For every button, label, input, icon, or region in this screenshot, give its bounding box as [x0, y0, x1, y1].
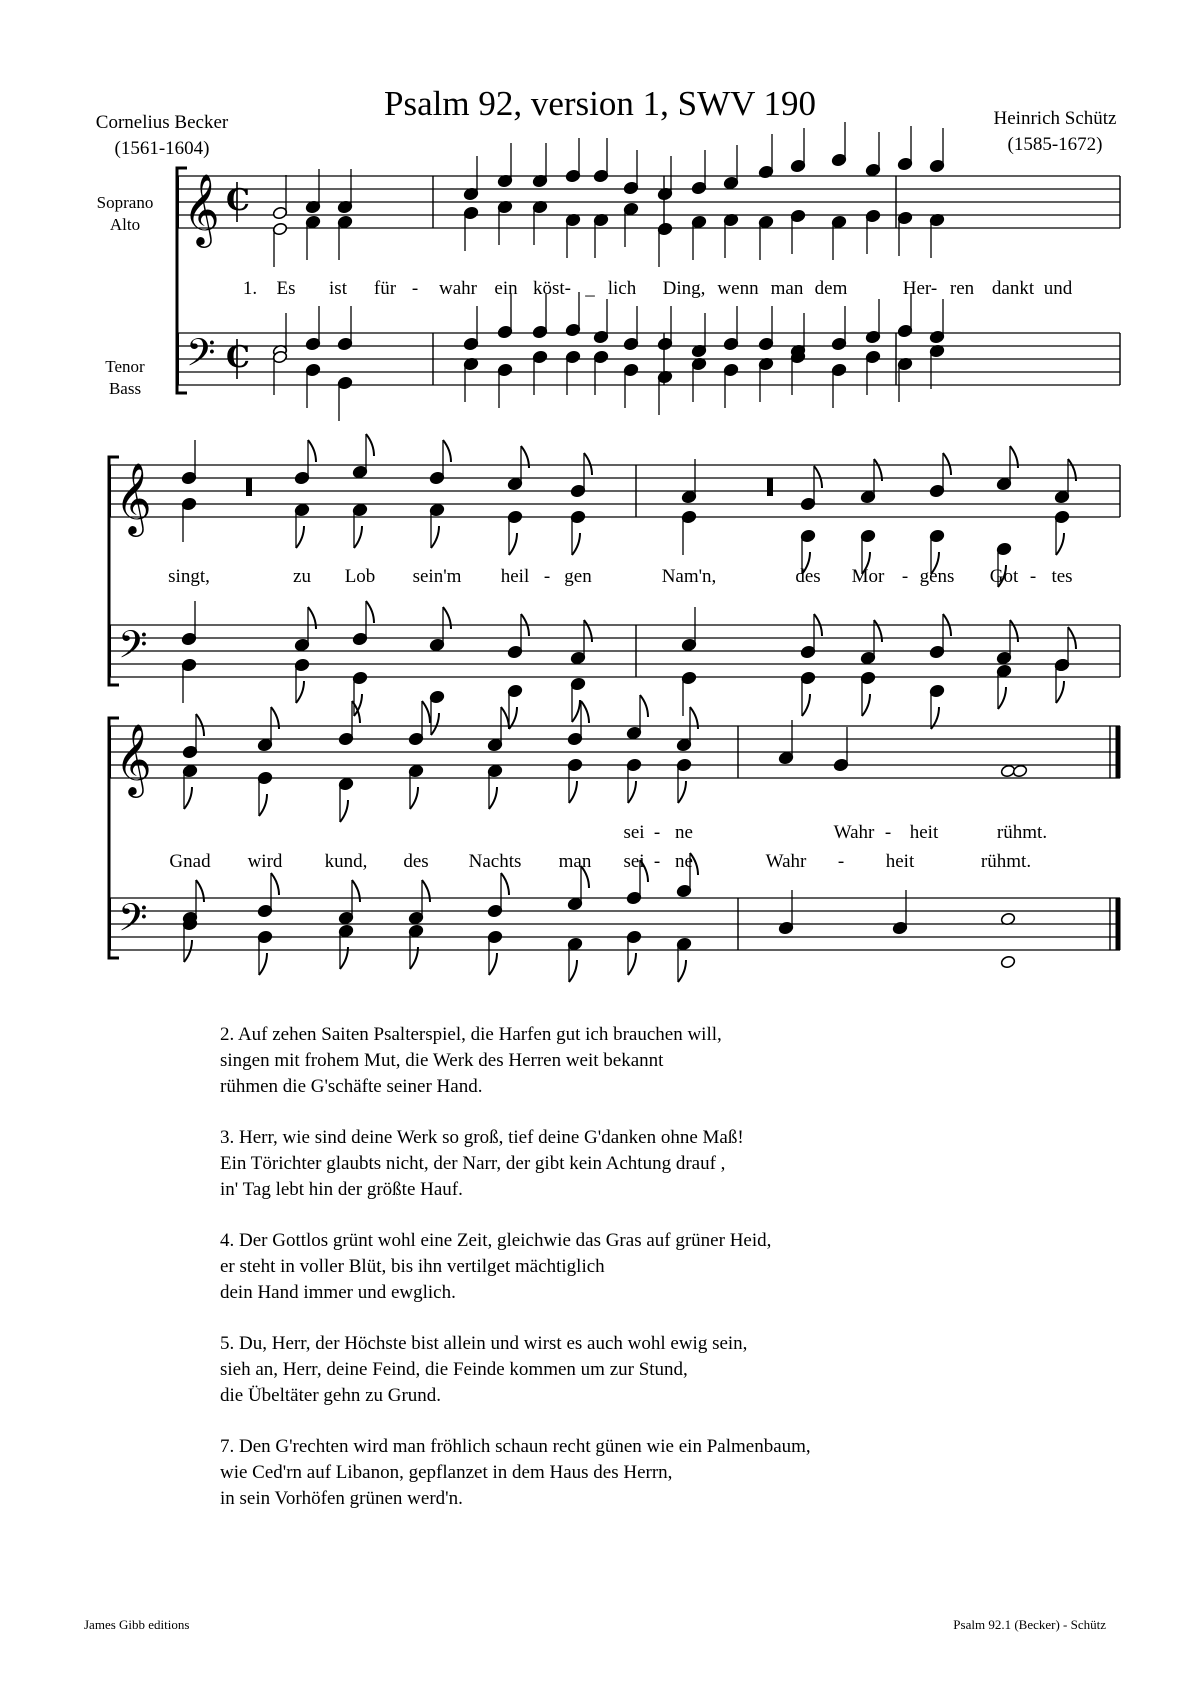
verse-line: dein Hand immer und ewglich. — [220, 1282, 456, 1303]
tenor-bass-label — [80, 356, 170, 400]
lyric-syllable: dankt — [991, 278, 1035, 299]
note-flag — [340, 800, 348, 822]
verse-line: 2. Auf zehen Saiten Psalterspiel, die Harfen gut ich brauchen will, — [220, 1024, 722, 1045]
lyric-syllable: gen — [564, 566, 592, 587]
poet-dates: (1561-1604) — [114, 138, 210, 159]
note-flag — [308, 607, 316, 629]
common-time-sig: C — [226, 340, 250, 375]
note-flag — [366, 601, 374, 623]
lyric-syllable: und — [1043, 278, 1073, 299]
verse-line: die Übeltäter gehn zu Grund. — [220, 1385, 442, 1406]
treble-clef: 𝄞 — [115, 461, 152, 534]
lyric-syllable: Es — [276, 278, 296, 299]
verse-line: 4. Der Gottlos grünt wohl eine Zeit, gleichwie das Gras auf grüner Heid, — [220, 1230, 772, 1251]
verse-3 — [220, 1125, 1120, 1203]
note-flag — [874, 620, 882, 642]
note-flag — [814, 466, 822, 488]
lyric-syllable: wenn — [717, 278, 759, 299]
verse-line: 5. Du, Herr, der Höchste bist allein und wirst es auch wohl ewig sein, — [220, 1333, 748, 1354]
lyric-hyphen: - — [411, 278, 419, 299]
lyric-syllable: Got — [989, 566, 1019, 587]
composer-name: Heinrich Schütz — [993, 108, 1117, 129]
note-flag — [943, 453, 951, 475]
further-verses — [220, 1022, 1120, 1537]
alto-note — [1012, 764, 1028, 778]
lyric-syllable: dem — [814, 278, 848, 299]
footer-publisher: James Gibb editions — [84, 1617, 190, 1632]
composer-credit — [955, 106, 1155, 158]
note-flag — [410, 787, 418, 809]
lyric-hyphen: - — [543, 566, 551, 587]
note-flag — [184, 940, 192, 962]
note-flag — [1056, 533, 1064, 555]
note-flag — [489, 787, 497, 809]
note-flag — [1010, 620, 1018, 642]
lyric-syllable: ein — [494, 278, 518, 299]
lyric-syllable: Ding, — [662, 278, 706, 299]
lyric-syllable: Mor — [851, 566, 885, 587]
verse-7 — [220, 1434, 1120, 1512]
lyric-hyphen: - — [653, 822, 661, 843]
verse-4 — [220, 1228, 1120, 1306]
bass-clef: 𝄢 — [186, 330, 216, 384]
lyric-syllable: lich — [607, 278, 637, 299]
note-flag — [296, 526, 304, 548]
lyric-syllable: man — [558, 851, 592, 872]
lyric-extender: _ — [585, 278, 595, 299]
soprano-alto-label — [80, 192, 170, 236]
lyric-syllable: singt, — [168, 566, 210, 587]
note-flag — [443, 607, 451, 629]
note-flag — [354, 526, 362, 548]
lyric-hyphen: - — [884, 822, 892, 843]
bass-clef: 𝄢 — [118, 895, 148, 949]
poet-credit — [62, 110, 262, 162]
lyric-syllable: ren — [949, 278, 975, 299]
lyric-syllable: sei — [623, 822, 645, 843]
lyric-syllable: Wahr — [833, 822, 875, 843]
note-flag — [572, 700, 580, 722]
note-flag — [998, 687, 1006, 709]
lyric-syllable: heil — [500, 566, 530, 587]
note-flag — [259, 953, 267, 975]
note-flag — [628, 781, 636, 803]
note-flag — [443, 440, 451, 462]
note-flag — [271, 873, 279, 895]
lyric-syllable: ne — [675, 851, 693, 872]
lyric-syllable: rühmt. — [980, 851, 1032, 872]
rest — [767, 478, 773, 496]
note-flag — [422, 880, 430, 902]
lyric-syllable: heit — [885, 851, 915, 872]
lyric-syllable: wird — [247, 851, 283, 872]
note-flag — [862, 694, 870, 716]
note-flag — [678, 960, 686, 982]
lyric-syllable: kund, — [324, 851, 368, 872]
alto-label: Alto — [109, 215, 141, 234]
verse-line: 7. Den G'rechten wird man fröhlich schaun recht günen wie ein Palmenbaum, — [220, 1436, 811, 1457]
poet-name: Cornelius Becker — [95, 112, 229, 133]
note-flag — [678, 781, 686, 803]
lyric-syllable: des — [795, 566, 821, 587]
note-flag — [584, 620, 592, 642]
note-flag — [352, 880, 360, 902]
note-flag — [196, 880, 204, 902]
verse-5 — [220, 1331, 1120, 1409]
bass-note — [1000, 955, 1016, 969]
bass-label: Bass — [108, 379, 142, 398]
lyric-syllable: Lob — [344, 566, 376, 587]
lyric-syllable: heit — [909, 822, 939, 843]
note-flag — [569, 960, 577, 982]
lyric-syllable: Nachts — [468, 851, 522, 872]
lyric-syllable: zu — [293, 566, 311, 587]
lyric-hyphen: - — [837, 851, 845, 872]
lyric-syllable: ist — [329, 278, 347, 299]
note-flag — [640, 695, 648, 717]
note-flag — [431, 713, 439, 735]
verse-line: singen mit frohem Mut, die Werk des Herren weit bekannt — [220, 1050, 664, 1071]
note-flag — [572, 533, 580, 555]
lyric-syllable: sein'm — [412, 566, 462, 587]
page-title: Psalm 92, version 1, SWV 190 — [384, 84, 816, 123]
note-flag — [802, 694, 810, 716]
lyric-hyphen: - — [1029, 566, 1037, 587]
note-flag — [489, 953, 497, 975]
verse-line: in' Tag lebt hin der größte Hauf. — [220, 1179, 463, 1200]
verse-line: rühmen die G'schäfte seiner Hand. — [220, 1076, 483, 1097]
treble-clef: 𝄞 — [115, 722, 152, 795]
note-flag — [1056, 681, 1064, 703]
lyric-syllable: man — [770, 278, 804, 299]
lyric-hyphen: - — [653, 851, 661, 872]
note-flag — [581, 701, 589, 723]
lyric-hyphen: - — [901, 566, 909, 587]
common-time-sig: C — [226, 183, 250, 218]
note-flag — [569, 781, 577, 803]
lyric-syllable: sei — [623, 851, 645, 872]
lyric-syllable: wahr — [439, 278, 477, 299]
lyric-syllable: tes — [1051, 566, 1073, 587]
note-flag — [509, 533, 517, 555]
soprano-label: Soprano — [96, 193, 154, 212]
lyric-syllable: Gnad — [169, 851, 211, 872]
lyric-syllable: ne — [675, 822, 693, 843]
verse-2 — [220, 1022, 1120, 1100]
lyric-syllable: köst- — [533, 278, 571, 299]
verse-line: er steht in voller Blüt, bis ihn vertilget mächtiglich — [220, 1256, 605, 1277]
lyric-syllable: Nam'n, — [661, 566, 717, 587]
note-flag — [296, 681, 304, 703]
verse-line: wie Ced'rn auf Libanon, gepflanzet in dem Haus des Herrn, — [220, 1462, 673, 1483]
composer-dates: (1585-1672) — [1007, 134, 1103, 155]
treble-clef: 𝄞 — [183, 172, 220, 245]
bass-clef: 𝄢 — [118, 622, 148, 676]
note-flag — [584, 453, 592, 475]
note-flag — [184, 787, 192, 809]
note-flag — [422, 701, 430, 723]
note-flag — [259, 794, 267, 816]
verse-line: 3. Herr, wie sind deine Werk so groß, tief deine G'danken ohne Maß! — [220, 1127, 744, 1148]
verse-line: sieh an, Herr, deine Feind, die Feinde kommen um zur Stund, — [220, 1359, 688, 1380]
lyric-syllable: rühmt. — [996, 822, 1048, 843]
lyric-syllable: für — [373, 278, 397, 299]
lyric-syllable: Wahr — [765, 851, 807, 872]
note-flag — [501, 873, 509, 895]
lyric-syllable: des — [403, 851, 429, 872]
lyric-syllable: 1. — [242, 278, 258, 299]
verse-line: in sein Vorhöfen grünen werd'n. — [220, 1488, 463, 1509]
lyric-syllable: gens — [919, 566, 955, 587]
note-flag — [366, 434, 374, 456]
footer-piece-id: Psalm 92.1 (Becker) - Schütz — [953, 1617, 1106, 1632]
note-flag — [628, 953, 636, 975]
verse-line: Ein Törichter glaubts nicht, der Narr, der gibt kein Achtung drauf , — [220, 1153, 726, 1174]
note-flag — [308, 440, 316, 462]
note-flag — [431, 526, 439, 548]
lyric-syllable: Her- — [902, 278, 938, 299]
rest — [246, 478, 252, 496]
note-flag — [196, 714, 204, 736]
tenor-label: Tenor — [105, 357, 145, 376]
